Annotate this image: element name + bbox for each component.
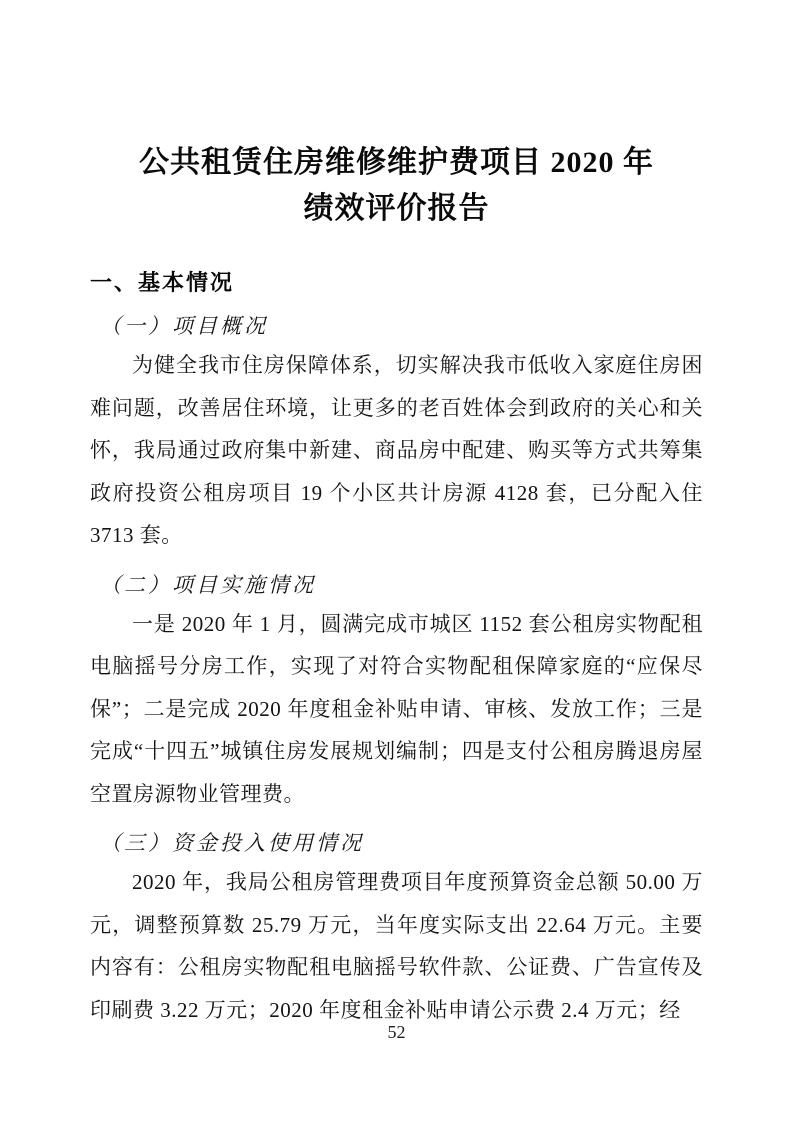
paragraph-funding-usage: 2020 年，我局公租房管理费项目年度预算资金总额 50.00 万元，调整预算数 25.79 万元，当年度实际支出 22.64 万元。主要内容有：公租房实物配租电脑摇号软件款、公证费、广告宣传及印刷费 3.22 万元；2020 年度租金补贴申请公示费 2.4 万元；经	[90, 870, 703, 1022]
paragraph-project-overview: 为健全我市住房保障体系，切实解决我市低收入家庭住房困难问题，改善居住环境，让更多的老百姓体会到政府的关心和关怀，我局通过政府集中新建、商品房中配建、购买等方式共筹集政府投资公租房项目 19 个小区共计房源 4128 套，已分配入住 3713 套。	[90, 353, 703, 547]
subsection-heading-implementation: （二）项目实施情况	[100, 572, 316, 597]
subsection-heading-funding-usage: （三）资金投入使用情况	[100, 831, 364, 855]
paragraph-implementation: 一是 2020 年 1 月，圆满完成市城区 1152 套公租房实物配租电脑摇号分房工作，实现了对符合实物配租保障家庭的“应保尽保”；二是完成 2020 年度租金补贴申请、审核、发放工作；三是完成“十四五”城镇住房发展规划编制；四是支付公租房腾退房屋空置房源物业管理费。	[90, 611, 703, 806]
section-heading-basic-info: 一、基本情况	[90, 270, 235, 295]
document-title-line1: 公共租赁住房维修维护费项目 2020 年	[139, 146, 654, 179]
page-number: 52	[387, 1022, 406, 1042]
document-title-line2: 绩效评价报告	[303, 192, 490, 225]
document-title	[90, 140, 703, 232]
subsection-heading-project-overview: （一）项目概况	[100, 314, 268, 338]
